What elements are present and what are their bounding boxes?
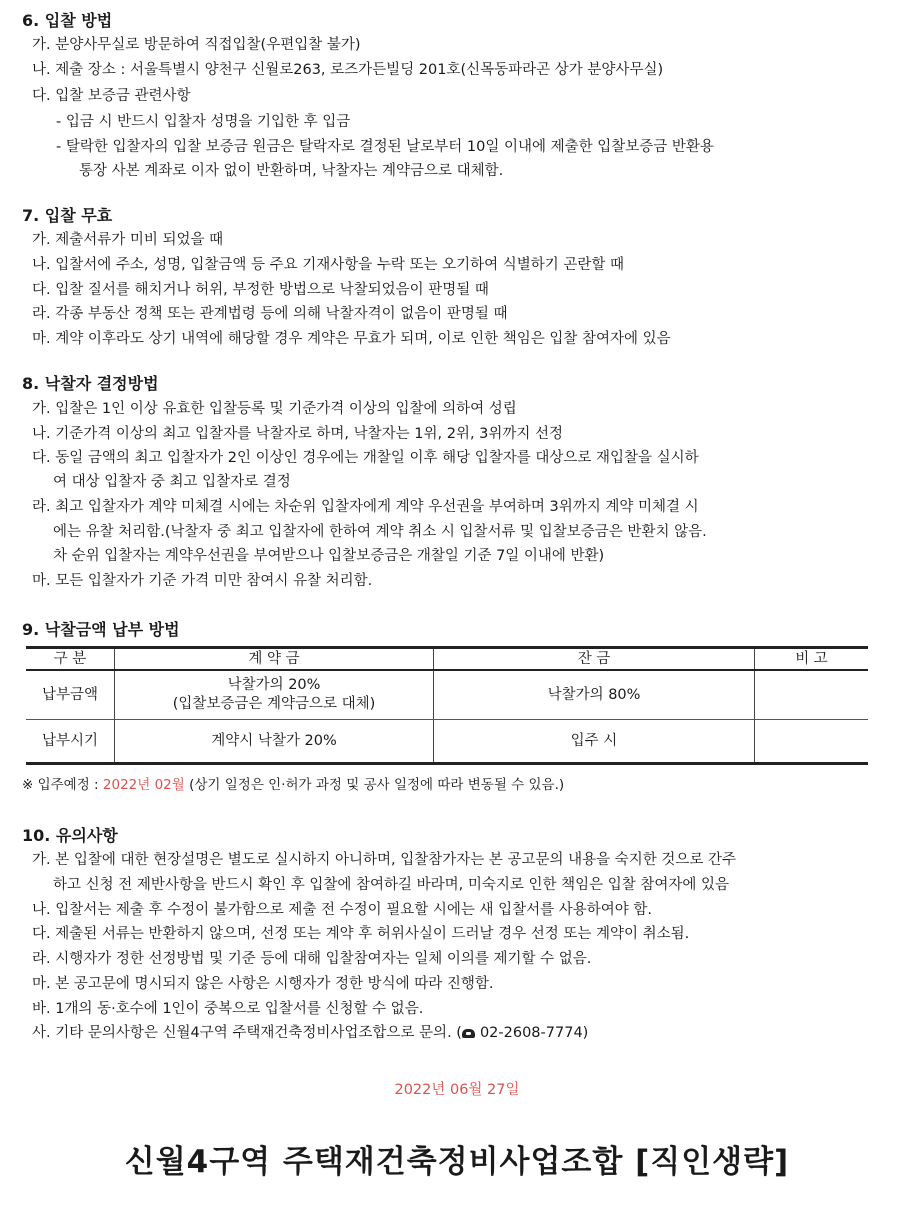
section-10-title: 10. 유의사항 [22,826,118,845]
sec7-item-e: 마. 계약 이후라도 상기 내역에 해당할 경우 계약은 무효가 되며, 이로 인한 책임은 입찰 참여자에 있음 [32,331,671,347]
sec10-item-f: 바. 1개의 동·호수에 1인이 중복으로 입찰서를 신청할 수 없음. [32,1001,424,1017]
note-prefix: ※ 입주예정 : [22,777,103,793]
sec6-subitem-1: - 입금 시 반드시 입찰자 성명을 기입한 후 입금 [56,114,351,130]
section-6-title: 6. 입찰 방법 [22,11,113,30]
sec6-item-b: 나. 제출 장소 : 서울특별시 양천구 신월로263, 로즈가든빌딩 201호(신목동파라곤 상가 분양사무실) [32,62,664,78]
sec7-item-c: 다. 입찰 질서를 해치거나 허위, 부정한 방법으로 낙찰되었음이 판명될 때 [32,282,489,298]
sec10-item-g [32,1023,588,1043]
sec8-item-d: 라. 최고 입찰자가 계약 미체결 시에는 차순위 입찰자에게 계약 우선권을 부여하며 3위까지 계약 미체결 시 [32,499,699,515]
sec8-item-b: 나. 기준가격 이상의 최고 입찰자를 낙찰자로 하며, 낙찰자는 1위, 2위, 3위까지 선정 [32,426,564,442]
sec8-item-d-cont1: 에는 유찰 처리함.(낙찰자 중 최고 입찰자에 한하여 계약 취소 시 입찰서류 및 입찰보증금은 반환치 않음. [53,524,707,540]
table-row [26,670,868,720]
balance-cell: 낙찰가의 80% [434,670,755,720]
sec8-item-c: 다. 동일 금액의 최고 입찰자가 2인 이상인 경우에는 개찰일 이후 해당 입찰자를 대상으로 재입찰을 실시하 [32,450,699,466]
balance-cell: 입주 시 [434,720,755,764]
sec7-item-a: 가. 제출서류가 미비 되었을 때 [32,232,224,248]
contract-cell: 계약시 낙찰가 20% [115,720,434,764]
sec10-item-a: 가. 본 입찰에 대한 현장설명은 별도로 실시하지 아니하며, 입찰참가자는 본 공고문의 내용을 숙지한 것으로 간주 [32,852,737,868]
phone-number: 02-2608-7774) [479,1025,589,1041]
section-9-title: 9. 낙찰금액 납부 방법 [22,620,180,639]
note-date: 2022년 02월 [102,777,185,793]
contract-amount: 낙찰가의 20% [227,677,321,693]
move-in-note [22,773,564,793]
contract-cell [115,670,434,720]
sec8-item-e: 마. 모든 입찰자가 기준 가격 미만 참여시 유찰 처리함. [32,573,373,589]
issuer-signature: 신월4구역 주택재건축정비사업조합 [직인생략] [124,1144,790,1180]
header-remarks: 비 고 [755,648,869,671]
sec6-item-a: 가. 분양사무실로 방문하여 직접입찰(우편입찰 불가) [32,37,361,53]
sec10-item-e: 마. 본 공고문에 명시되지 않은 사항은 시행자가 정한 방식에 따라 진행함. [32,976,494,992]
table-row [26,720,868,764]
sec6-item-c: 다. 입찰 보증금 관련사항 [32,88,191,104]
note-suffix: (상기 일정은 인·허가 과정 및 공사 일정에 따라 변동될 수 있음.) [184,777,565,793]
sec7-item-d: 라. 각종 부동산 정책 또는 관계법령 등에 의해 낙찰자격이 없음이 판명될 때 [32,306,508,322]
sec7-item-b: 나. 입찰서에 주소, 성명, 입찰금액 등 주요 기재사항을 누락 또는 오기하여 식별하기 곤란할 때 [32,257,625,273]
sec6-subitem-2: - 탈락한 입찰자의 입찰 보증금 원금은 탈락자로 결정된 날로부터 10일 이내에 제출한 입찰보증금 반환용 [56,139,714,155]
sec10-item-d: 라. 시행자가 정한 선정방법 및 기준 등에 대해 입찰참여자는 일체 이의를 제기할 수 없음. [32,951,592,967]
sec8-item-d-cont2: 차 순위 입찰자는 계약우선권을 부여받으나 입찰보증금은 개찰일 기준 7일 이내에 반환) [53,548,605,564]
sec10-item-a-cont: 하고 신청 전 제반사항을 반드시 확인 후 입찰에 참여하길 바라며, 미숙지로 인한 책임은 입찰 참여자에 있음 [53,877,730,893]
remarks-cell [755,720,869,764]
telephone-icon [462,1029,475,1038]
header-category: 구 분 [26,648,115,671]
section-8-title: 8. 낙찰자 결정방법 [22,374,159,393]
sec10-item-b: 나. 입찰서는 제출 후 수정이 불가함으로 제출 전 수정이 필요할 시에는 새 입찰서를 사용하여야 함. [32,902,653,918]
inquiry-text: 사. 기타 문의사항은 신월4구역 주택재건축정비사업조합으로 문의. ( [32,1025,462,1041]
remarks-cell [755,670,869,720]
row-label: 납부금액 [26,670,115,720]
contract-note: (입찰보증금은 계약금으로 대체) [172,696,376,712]
sec6-subitem-2-cont: 통장 사본 계좌로 이자 없이 반환하며, 낙찰자는 계약금으로 대체함. [79,163,504,179]
payment-table [26,646,868,765]
header-balance: 잔 금 [434,648,755,671]
document-date: 2022년 06월 27일 [394,1082,520,1098]
header-contract: 계 약 금 [115,648,434,671]
table-header-row [26,648,868,671]
row-label: 납부시기 [26,720,115,764]
sec8-item-a: 가. 입찰은 1인 이상 유효한 입찰등록 및 기준가격 이상의 입찰에 의하여 성립 [32,401,517,417]
section-7-title: 7. 입찰 무효 [22,206,113,225]
sec8-item-c-cont: 여 대상 입찰자 중 최고 입찰자로 결정 [53,474,291,490]
sec10-item-c: 다. 제출된 서류는 반환하지 않으며, 선정 또는 계약 후 허위사실이 드러날 경우 선정 또는 계약이 취소됨. [32,926,690,942]
